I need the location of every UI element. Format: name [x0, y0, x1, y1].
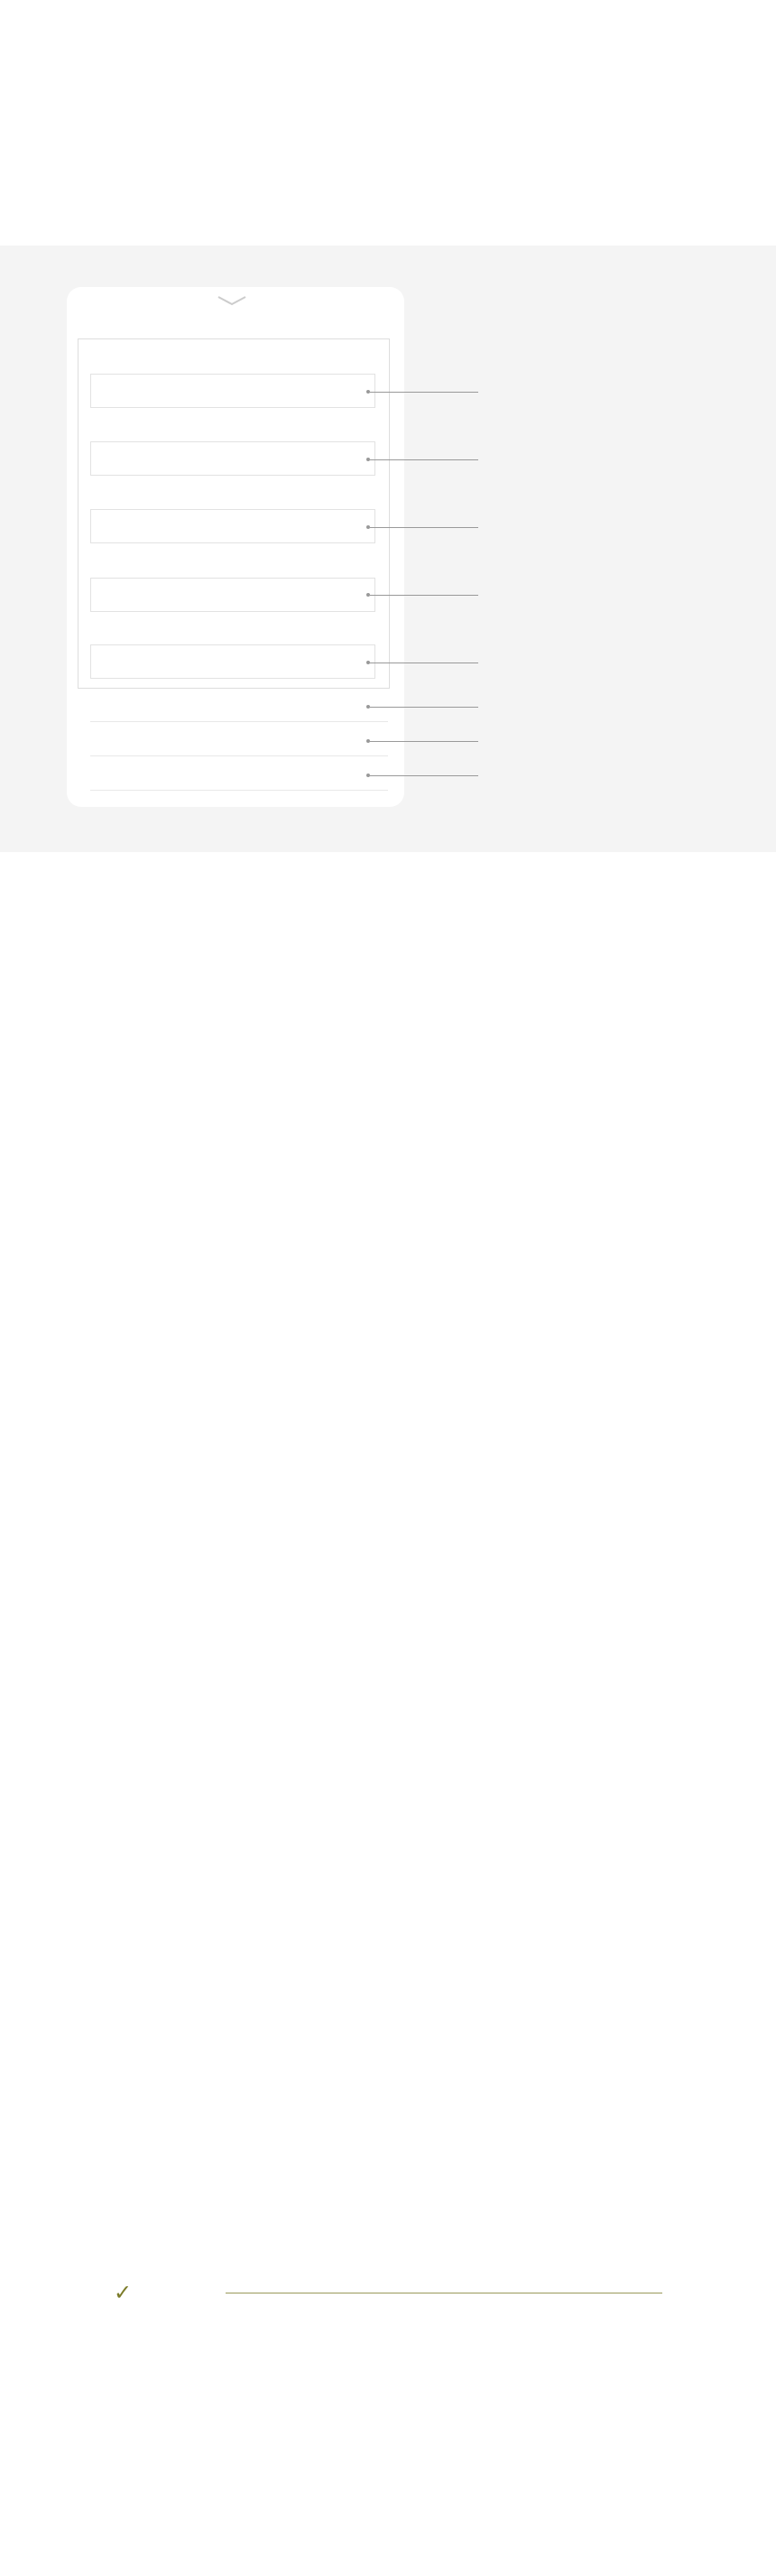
connector-line [370, 707, 478, 708]
check-icon: ✓ [114, 2280, 133, 2305]
field-handle-input[interactable] [90, 578, 375, 612]
select-packaging[interactable] [90, 691, 388, 722]
connector-line [370, 741, 478, 742]
connector-line [370, 775, 478, 776]
chevron-down-icon[interactable] [217, 294, 247, 307]
field-scent-input[interactable] [90, 509, 375, 543]
field-phrase-input[interactable] [90, 644, 375, 679]
select-quantity[interactable] [90, 760, 388, 791]
field-date-input[interactable] [90, 374, 375, 408]
connector-line [370, 527, 478, 528]
connector-line [370, 595, 478, 596]
connector-line [370, 392, 478, 393]
field-name-input[interactable] [90, 441, 375, 476]
check-heading [114, 2280, 135, 2305]
select-thanks-card[interactable] [90, 726, 388, 756]
connector-line [370, 459, 478, 460]
